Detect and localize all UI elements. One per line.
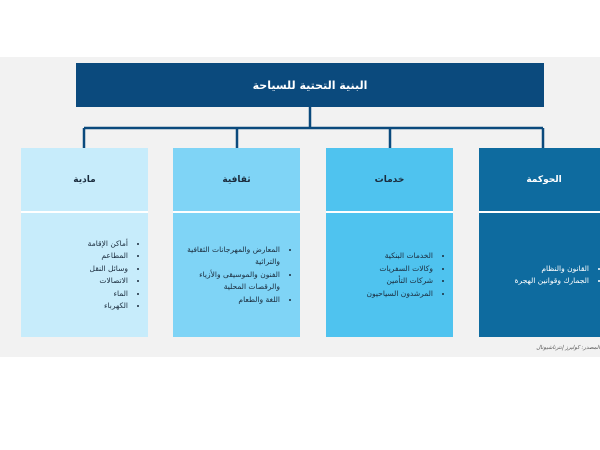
- column-header: [21, 148, 148, 211]
- list-item: • الفنون والموسيقى والأزياء والرقصات المحلية: [181, 269, 280, 294]
- column-title: ثقافية: [222, 174, 251, 185]
- list-item: • الكهرباء: [88, 300, 128, 313]
- column-header: [479, 148, 600, 211]
- column-body: [173, 213, 300, 337]
- column-header: [326, 148, 453, 211]
- column-body: [21, 213, 148, 337]
- list-item: • الاتصالات: [88, 275, 128, 288]
- list-item: • الخدمات البنكية: [367, 250, 433, 263]
- item-list: [515, 263, 600, 288]
- column-header: [173, 148, 300, 211]
- list-item: • أماكن الإقامة: [88, 238, 128, 251]
- list-item: • وسائل النقل: [88, 263, 128, 276]
- list-item: • القانون والنظام: [515, 263, 589, 276]
- column-cultural: [173, 148, 300, 337]
- column-body: [326, 213, 453, 337]
- column-services: [326, 148, 453, 337]
- list-item: • الماء: [88, 288, 128, 301]
- item-list: [181, 244, 292, 307]
- list-item: • شركات التأمين: [367, 275, 433, 288]
- column-physical: [21, 148, 148, 337]
- list-item: • اللغة والطعام: [181, 294, 280, 307]
- list-item: • وكالات السفريات: [367, 263, 433, 276]
- column-title: مادية: [73, 174, 96, 185]
- list-item: • المطاعم: [88, 250, 128, 263]
- column-governance: [479, 148, 600, 337]
- column-title: خدمات: [374, 174, 405, 185]
- source-caption: المصدر: كوليرز إنترناشيونال: [536, 345, 600, 351]
- list-item: • المعارض والمهرجانات الثقافية والتراثية: [181, 244, 280, 269]
- list-item: • المرشدون السياحيون: [367, 288, 433, 301]
- column-body: [479, 213, 600, 337]
- column-title: الحوكمة: [526, 174, 562, 185]
- root-title: البنية التحتية للسياحة: [252, 78, 368, 92]
- root-node: [76, 63, 544, 107]
- item-list: [88, 238, 140, 313]
- list-item: • الجمارك وقوانين الهجرة: [515, 275, 589, 288]
- item-list: [367, 250, 445, 300]
